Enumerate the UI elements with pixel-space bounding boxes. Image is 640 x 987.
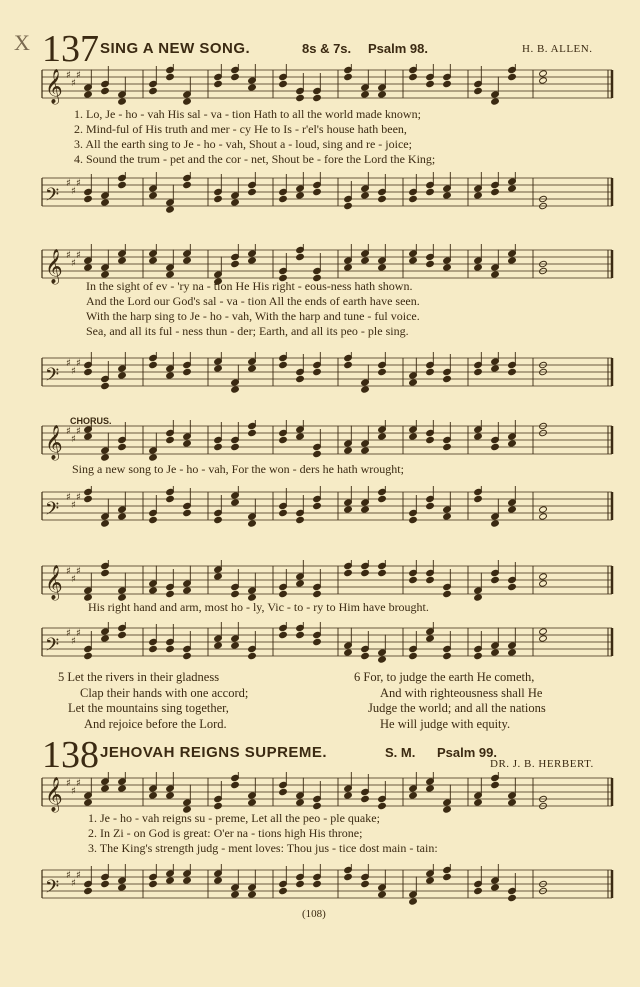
bass-clef-icon: 𝄢 [45,877,60,902]
notehead [409,898,418,905]
hymn-author: DR. J. B. HERBERT. [490,758,594,770]
music-staff-treble [0,64,640,108]
notehead [491,576,500,583]
notehead [491,271,500,278]
notehead [214,573,223,580]
notehead [508,894,517,901]
notehead [101,382,110,389]
notehead [474,264,483,271]
notehead [296,516,305,523]
sharp-icon: ♯ [76,358,81,369]
notehead [248,429,257,436]
notehead [361,257,370,264]
notehead [296,799,305,806]
hymn-psalm: Psalm 99. [437,745,497,760]
notehead [214,80,223,87]
notehead [378,656,387,663]
notehead [344,649,353,656]
notehead [296,375,305,382]
notehead [84,264,93,271]
notehead [166,877,175,884]
lyric-line: 3. The King's strength judg - ment loves: Thou jus - tice dost main - tain: [88,841,438,855]
notehead [443,192,452,199]
notehead [296,580,305,587]
notehead [101,271,110,278]
notehead [313,502,322,509]
notehead [149,361,158,368]
lyrics-block [88,811,438,856]
notehead [183,98,192,105]
notehead [344,506,353,513]
notehead [344,792,353,799]
verse-line: Judge the world; and all the nations [368,701,546,715]
notehead [183,440,192,447]
notehead [443,873,452,880]
notehead [491,443,500,450]
notehead [118,372,127,379]
notehead [296,94,305,101]
notehead [101,454,110,461]
hymn-psalm: Psalm 98. [368,41,428,56]
notehead [84,887,93,894]
notehead [279,509,288,516]
notehead [443,264,452,271]
notehead [166,590,175,597]
notehead [539,506,548,513]
notehead [279,80,288,87]
notehead [474,192,483,199]
notehead [183,877,192,884]
notehead [361,506,370,513]
notehead [248,799,257,806]
sharp-icon: ♯ [71,500,76,511]
notehead [166,792,175,799]
notehead [491,188,500,195]
sharp-icon: ♯ [66,566,71,577]
lyric-line: And the Lord our God's sal - va - tion All the ends of earth have seen. [86,294,420,308]
notehead [149,587,158,594]
notehead [183,257,192,264]
hymn-title: JEHOVAH REIGNS SUPREME. [100,744,328,761]
hymn-title: SING A NEW SONG. [100,40,251,57]
notehead [313,368,322,375]
notehead [378,433,387,440]
treble-clef-icon: 𝄞 [45,565,63,600]
notehead [296,631,305,638]
notehead [409,195,418,202]
notehead [118,513,127,520]
chorus-label: CHORUS. [70,416,112,426]
notehead [443,375,452,382]
notehead [231,781,240,788]
notehead [248,520,257,527]
notehead [426,502,435,509]
notehead [344,202,353,209]
notehead [166,495,175,502]
notehead [279,631,288,638]
notehead [296,433,305,440]
notehead [426,877,435,884]
notehead [508,649,517,656]
notehead [539,580,548,587]
notehead [166,271,175,278]
page-number: (108) [302,908,326,920]
notehead [539,70,548,77]
notehead [344,873,353,880]
notehead [84,495,93,502]
notehead [118,181,127,188]
notehead [313,880,322,887]
notehead [231,199,240,206]
notehead [443,513,452,520]
notehead [231,443,240,450]
notehead [84,368,93,375]
notehead [491,781,500,788]
verse-5 [58,670,248,732]
music-staff-bass [0,352,640,396]
notehead [361,880,370,887]
sharp-icon: ♯ [71,786,76,797]
notehead [361,652,370,659]
lyrics-block [86,279,420,339]
notehead [296,192,305,199]
notehead [101,520,110,527]
sharp-icon: ♯ [71,636,76,647]
sharp-icon: ♯ [76,870,81,881]
verse-6 [354,670,546,732]
notehead [474,87,483,94]
hymn-number: 138 [42,734,99,776]
sharp-icon: ♯ [76,492,81,503]
notehead [474,887,483,894]
lyric-line: 1. Je - ho - vah reigns su - preme, Let all the peo - ple quake; [88,811,380,825]
notehead [183,181,192,188]
lyric-line: Sea, and all its ful - ness thun - der; Earth, and all its peo - ple sing. [86,324,409,338]
notehead [231,642,240,649]
sharp-icon: ♯ [76,566,81,577]
notehead [101,880,110,887]
notehead [214,443,223,450]
notehead [443,652,452,659]
notehead [508,185,517,192]
sharp-icon: ♯ [76,426,81,437]
notehead [378,495,387,502]
sharp-icon: ♯ [71,878,76,889]
notehead [361,192,370,199]
notehead [183,509,192,516]
notehead [118,257,127,264]
notehead [166,645,175,652]
notehead [296,253,305,260]
notehead [491,649,500,656]
notehead [344,447,353,454]
notehead [101,785,110,792]
bass-clef-icon: 𝄢 [45,185,60,210]
sharp-icon: ♯ [66,178,71,189]
notehead [409,73,418,80]
notehead [539,628,548,635]
notehead [118,443,127,450]
music-staff-bass [0,864,640,908]
music-staff-treble [0,772,640,816]
notehead [426,576,435,583]
notehead [508,506,517,513]
sharp-icon: ♯ [76,250,81,261]
notehead [443,80,452,87]
hymn-number: 137 [42,28,99,70]
notehead [101,569,110,576]
notehead [361,795,370,802]
chorus-lyric-line: His right hand and arm, most ho - ly, Vic - to - ry to Him have brought. [88,600,429,614]
notehead [279,195,288,202]
sharp-icon: ♯ [66,426,71,437]
notehead [378,91,387,98]
notehead [118,785,127,792]
music-staff-bass [0,486,640,530]
music-staff-bass [0,622,640,666]
notehead [279,436,288,443]
bass-clef-icon: 𝄢 [45,365,60,390]
notehead [474,652,483,659]
notehead [248,257,257,264]
notehead [409,379,418,386]
sharp-icon: ♯ [66,250,71,261]
treble-clef-icon: 𝄞 [45,69,63,104]
sharp-icon: ♯ [71,78,76,89]
notehead [378,264,387,271]
notehead [101,635,110,642]
notehead [474,368,483,375]
notehead [231,590,240,597]
notehead [183,652,192,659]
chorus-lyric-line: Sing a new song to Je - ho - vah, For the won - ders he hath wrought; [72,462,404,476]
notehead [539,573,548,580]
notehead [409,792,418,799]
notehead [149,454,158,461]
notehead [231,386,240,393]
sharp-icon: ♯ [71,574,76,585]
notehead [508,257,517,264]
treble-clef-icon: 𝄞 [45,777,63,812]
verse-line: And with righteousness shall He [380,685,543,700]
notehead [149,516,158,523]
lyric-line: In the sight of ev - 'ry na - tion He His right - eous-ness hath shown. [86,279,413,293]
music-staff-bass [0,172,640,216]
notehead [378,802,387,809]
notehead [84,195,93,202]
notehead [118,98,127,105]
notehead [426,260,435,267]
notehead [426,635,435,642]
notehead [166,372,175,379]
notehead [409,652,418,659]
sharp-icon: ♯ [66,870,71,881]
sharp-icon: ♯ [66,358,71,369]
sharp-icon: ♯ [71,186,76,197]
notehead [508,583,517,590]
notehead [474,495,483,502]
treble-clef-icon: 𝄞 [45,425,63,460]
notehead [491,98,500,105]
notehead [508,73,517,80]
notehead [344,361,353,368]
lyric-line: 3. All the earth sing to Je - ho - vah, Shout a - loud, sing and re - joice; [74,137,412,151]
notehead [101,199,110,206]
notehead [149,792,158,799]
notehead [426,785,435,792]
sharp-icon: ♯ [76,778,81,789]
notehead [361,447,370,454]
lyric-line: 2. Mind-ful of His truth and mer - cy He to Is - r'el's house hath been, [74,122,407,136]
notehead [279,887,288,894]
notehead [166,206,175,213]
notehead [84,433,93,440]
notehead [231,499,240,506]
sharp-icon: ♯ [76,70,81,81]
notehead [214,802,223,809]
notehead [118,631,127,638]
notehead [491,365,500,372]
notehead [248,188,257,195]
notehead [149,192,158,199]
notehead [539,513,548,520]
notehead [474,799,483,806]
lyrics-block [74,107,435,167]
notehead [426,188,435,195]
notehead [214,195,223,202]
notehead [361,386,370,393]
hymn-meter: 8s & 7s. [302,41,352,56]
notehead [214,642,223,649]
sharp-icon: ♯ [76,178,81,189]
notehead [149,87,158,94]
verse-line: Let the mountains sing together, [68,701,229,715]
notehead [149,880,158,887]
lyric-line: With the harp sing to Je - ho - vah, With the harp and tune - ful voice. [86,309,420,323]
notehead [296,880,305,887]
notehead [426,368,435,375]
notehead [491,884,500,891]
sharp-icon: ♯ [66,778,71,789]
notehead [313,450,322,457]
notehead [149,257,158,264]
notehead [84,91,93,98]
notehead [474,594,483,601]
music-staff-treble [0,560,640,604]
sharp-icon: ♯ [71,258,76,269]
notehead [443,806,452,813]
notehead [539,635,548,642]
bass-clef-icon: 𝄢 [45,499,60,524]
notehead [248,84,257,91]
notehead [183,368,192,375]
lyric-line: 4. Sound the trum - pet and the cor - net, Shout be - fore the Lord the King; [74,152,436,166]
notehead [508,440,517,447]
verse-line: 6 For, to judge the earth He cometh, [354,670,535,684]
notehead [361,91,370,98]
notehead [409,516,418,523]
notehead [426,80,435,87]
verse-line: 5 Let the rivers in their gladness [58,670,220,684]
notehead [248,891,257,898]
notehead [409,576,418,583]
notehead [443,443,452,450]
notehead [491,520,500,527]
sharp-icon: ♯ [66,492,71,503]
notehead [409,433,418,440]
notehead [361,569,370,576]
verse-line: He will judge with equity. [380,716,511,731]
notehead [279,361,288,368]
notehead [474,433,483,440]
notehead [313,188,322,195]
verse-line: And rejoice before the Lord. [84,716,227,731]
notehead [313,802,322,809]
notehead [443,590,452,597]
lyric-line: 2. In Zi - on God is great: O'er na - tions high His throne; [88,826,363,840]
lyric-line: 1. Lo, Je - ho - vah His sal - va - tion Hath to all the world made known; [74,107,421,121]
hymn-meter: S. M. [385,745,416,760]
notehead [214,365,223,372]
notehead [84,652,93,659]
notehead [166,73,175,80]
hymn-author: H. B. ALLEN. [522,43,593,55]
notehead [378,569,387,576]
bass-clef-icon: 𝄢 [45,635,60,660]
notehead [149,645,158,652]
notehead [539,77,548,84]
notehead [313,590,322,597]
sharp-icon: ♯ [76,628,81,639]
notehead [508,368,517,375]
notehead [313,638,322,645]
notehead [248,365,257,372]
notehead [378,368,387,375]
notehead [426,436,435,443]
notehead [344,264,353,271]
notehead [279,590,288,597]
notehead [313,94,322,101]
sharp-icon: ♯ [71,366,76,377]
treble-clef-icon: 𝄞 [45,249,63,284]
notehead [344,73,353,80]
notehead [378,195,387,202]
notehead [508,799,517,806]
notehead [214,516,223,523]
notehead [166,436,175,443]
notehead [118,884,127,891]
sharp-icon: ♯ [71,434,76,445]
notehead [101,87,110,94]
notehead [183,587,192,594]
notehead [248,652,257,659]
notehead [344,569,353,576]
notehead [84,799,93,806]
sharp-icon: ♯ [66,628,71,639]
music-staff-treble [0,420,640,464]
notehead [378,891,387,898]
margin-mark: X [14,30,30,55]
verse-line: Clap their hands with one accord; [80,685,249,700]
sharp-icon: ♯ [66,70,71,81]
notehead [231,260,240,267]
notehead [279,788,288,795]
notehead [214,877,223,884]
notehead [231,73,240,80]
notehead [409,257,418,264]
notehead [231,891,240,898]
